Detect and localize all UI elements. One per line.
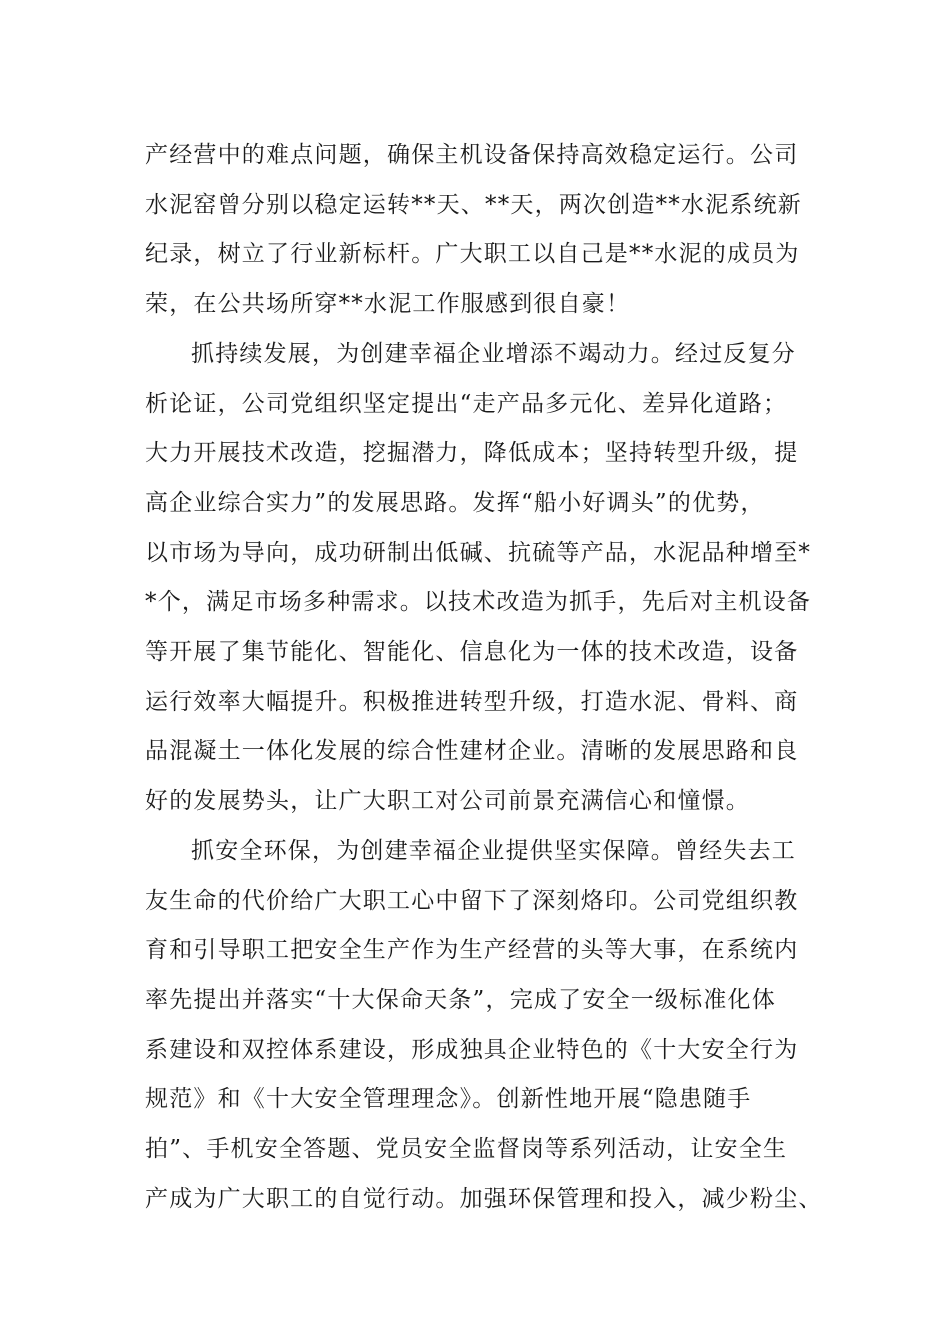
text-line: 育和引导职工把安全生产作为生产经营的头等大事，在系统内 xyxy=(145,937,799,964)
text-line: *个，满足市场多种需求。以技术改造为抓手，先后对主机设备 xyxy=(145,589,812,616)
paragraph-first-line: 抓安全环保，为创建幸福企业提供坚实保障。曾经失去工 xyxy=(191,837,796,864)
text-line: 品混凝土一体化发展的综合性建材企业。清晰的发展思路和良 xyxy=(145,738,799,765)
text-line: 水泥窑曾分别以稳定运转**天、**天，两次创造**水泥系统新 xyxy=(145,191,802,218)
text-line: 荣，在公共场所穿**水泥工作服感到很自豪！ xyxy=(145,291,631,318)
text-line: 大力开展技术改造，挖掘潜力，降低成本；坚持转型升级，提 xyxy=(145,440,799,467)
text-line: 产成为广大职工的自觉行动。加强环保管理和投入，减少粉尘、 xyxy=(145,1185,823,1212)
text-line: 纪录，树立了行业新标杆。广大职工以自己是**水泥的成员为 xyxy=(145,241,800,268)
text-line: 规范》和《十大安全管理理念》。创新性地开展“隐患随手 xyxy=(145,1086,752,1113)
text-line: 拍”、手机安全答题、党员安全监督岗等系列活动，让安全生 xyxy=(145,1136,788,1162)
text-line: 析论证，公司党组织坚定提出“走产品多元化、差异化道路； xyxy=(145,390,788,417)
text-line: 好的发展势头，让广大职工对公司前景充满信心和憧憬。 xyxy=(145,788,750,815)
text-line: 友生命的代价给广大职工心中留下了深刻烙印。公司党组织教 xyxy=(145,887,799,914)
text-line: 等开展了集节能化、智能化、信息化为一体的技术改造，设备 xyxy=(145,639,799,665)
text-line: 以市场为导向，成功研制出低碱、抗硫等产品，水泥品种增至* xyxy=(145,539,812,566)
text-line: 高企业综合实力”的发展思路。发挥“船小好调头”的优势， xyxy=(145,489,765,516)
paragraph-first-line: 抓持续发展，为创建幸福企业增添不竭动力。经过反复分 xyxy=(191,340,796,367)
text-line: 系建设和双控体系建设，形成独具企业特色的《十大安全行为 xyxy=(145,1036,799,1063)
text-line: 产经营中的难点问题，确保主机设备保持高效稳定运行。公司 xyxy=(145,142,799,168)
text-line: 率先提出并落实“十大保命天条”，完成了安全一级标准化体 xyxy=(145,986,776,1013)
text-line: 运行效率大幅提升。积极推进转型升级，打造水泥、骨料、商 xyxy=(145,688,799,715)
